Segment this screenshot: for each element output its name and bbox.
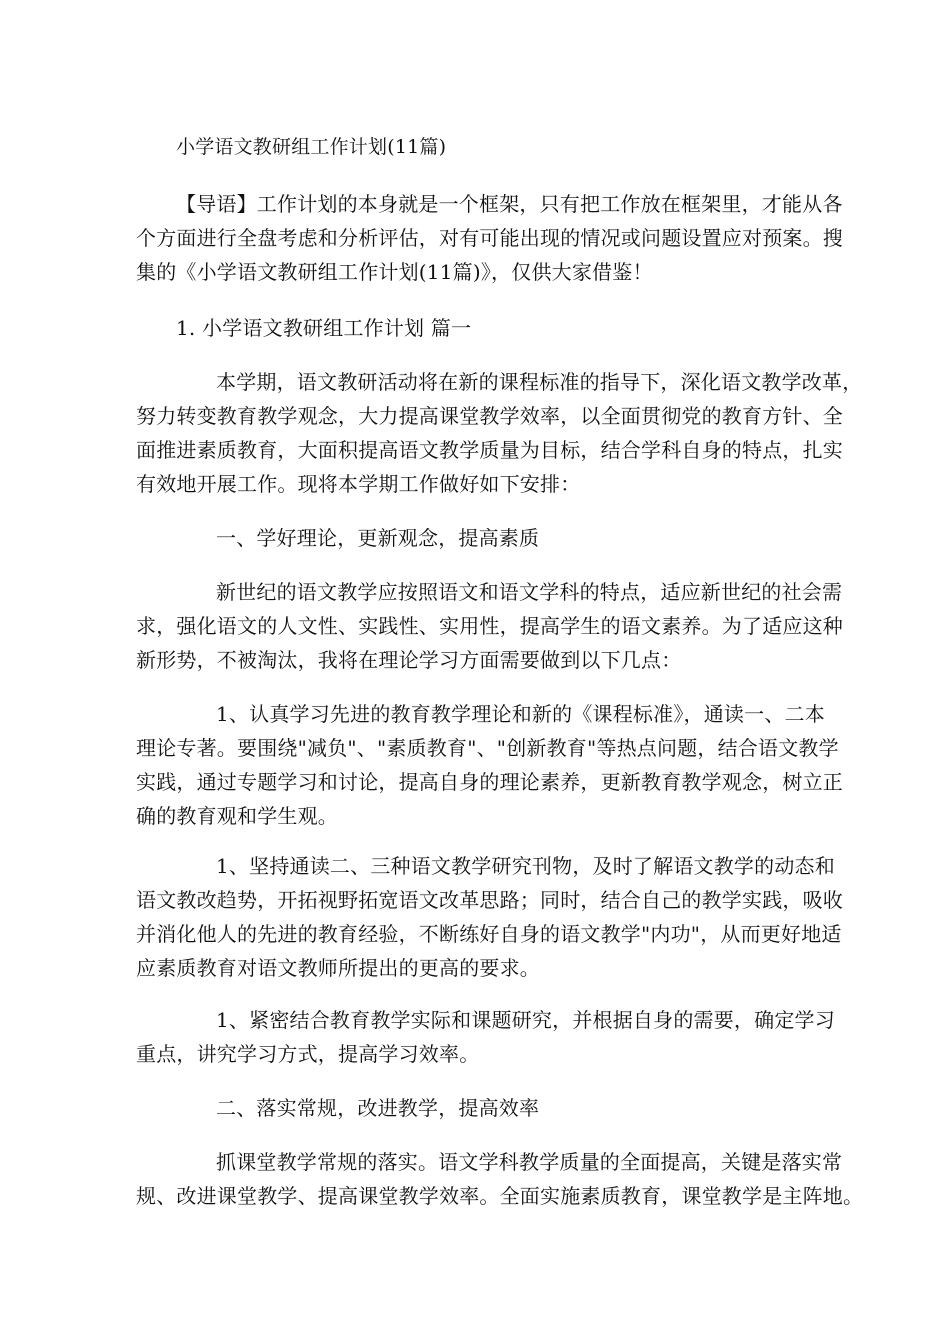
list-item-line: 语文教改趋势，开拓视野拓宽语文改革思路；同时，结合自己的教学实践，吸收 — [136, 888, 843, 912]
list-item-line: 应素质教育对语文教师所提出的更高的要求。 — [136, 956, 540, 980]
list-item-line: 1、认真学习先进的教育教学理论和新的《课程标准》，通读一、二本 — [216, 702, 825, 726]
intro-line-1: 【导语】工作计划的本身就是一个框架，只有把工作放在框架里，才能从各 — [176, 192, 843, 216]
list-item-line: 确的教育观和学生观。 — [136, 804, 338, 828]
paragraph-line: 本学期，语文教研活动将在新的课程标准的指导下，深化语文教学改革， — [216, 370, 863, 394]
intro-line-2: 个方面进行全盘考虑和分析评估，对有可能出现的情况或问题设置应对预案。搜 — [136, 226, 843, 250]
subheading-two: 二、落实常规，改进教学，提高效率 — [216, 1096, 540, 1120]
subheading-one: 一、学好理论，更新观念，提高素质 — [216, 526, 540, 550]
document-title: 小学语文教研组工作计划(11篇) — [176, 136, 447, 158]
section-heading: 1. 小学语文教研组工作计划 篇一 — [176, 316, 472, 340]
paragraph-line: 新世纪的语文教学应按照语文和语文学科的特点，适应新世纪的社会需 — [216, 580, 843, 604]
list-item-line: 理论专著。要围绕"减负"、"素质教育"、"创新教育"等热点问题，结合语文教学 — [136, 736, 839, 760]
paragraph-line: 规、改进课堂教学、提高课堂教学效率。全面实施素质教育，课堂教学是主阵地。 — [136, 1184, 864, 1208]
intro-line-3: 集的《小学语文教研组工作计划(11篇)》，仅供大家借鉴！ — [136, 260, 653, 284]
paragraph-line: 抓课堂教学常规的落实。语文学科教学质量的全面提高，关键是落实常 — [216, 1150, 843, 1174]
list-item-line: 实践，通过专题学习和讨论，提高自身的理论素养，更新教育教学观念，树立正 — [136, 770, 843, 794]
list-item-line: 重点，讲究学习方式，提高学习效率。 — [136, 1042, 480, 1066]
list-item-line: 1、紧密结合教育教学实际和课题研究，并根据自身的需要，确定学习 — [216, 1008, 835, 1032]
paragraph-line: 有效地开展工作。现将本学期工作做好如下安排： — [136, 472, 581, 496]
paragraph-line: 努力转变教育教学观念，大力提高课堂教学效率，以全面贯彻党的教育方针、全 — [136, 404, 843, 428]
list-item-line: 并消化他人的先进的教育经验，不断练好自身的语文教学"内功"，从而更好地适 — [136, 922, 842, 946]
paragraph-line: 求，强化语文的人文性、实践性、实用性，提高学生的语文素养。为了适应这种 — [136, 614, 843, 638]
paragraph-line: 面推进素质教育，大面积提高语文教学质量为目标，结合学科自身的特点，扎实 — [136, 438, 843, 462]
list-item-line: 1、坚持通读二、三种语文教学研究刊物，及时了解语文教学的动态和 — [216, 854, 835, 878]
paragraph-line: 新形势，不被淘汰，我将在理论学习方面需要做到以下几点： — [136, 648, 682, 672]
